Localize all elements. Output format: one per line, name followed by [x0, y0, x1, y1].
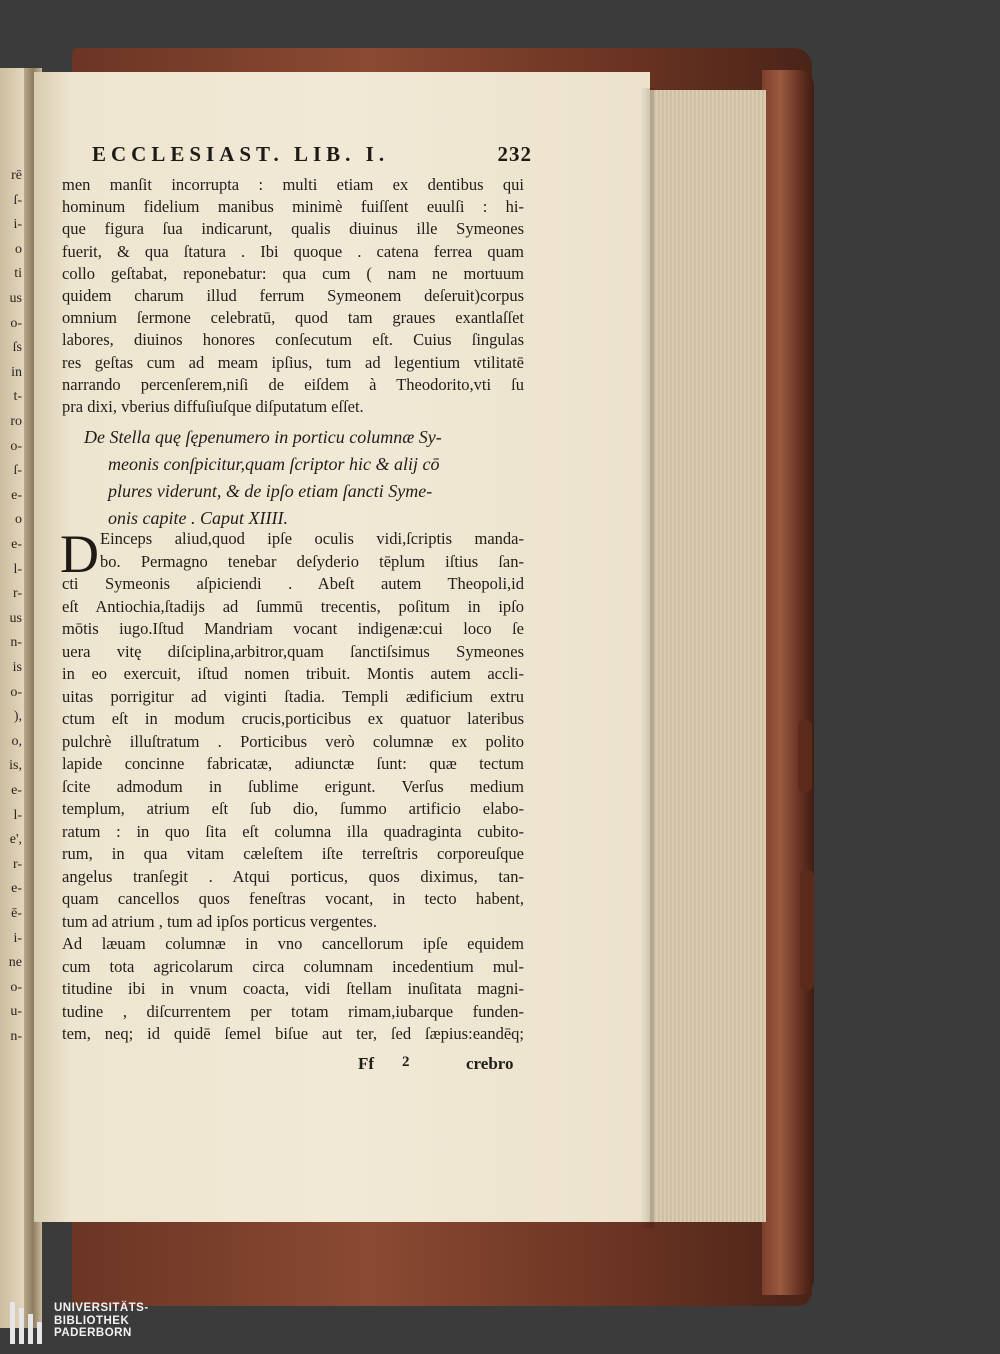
text-line: in eo exercuit, iſtud nomen tribuit. Montis autem accli- — [62, 664, 524, 683]
left-page-fragment: i- — [13, 930, 22, 946]
left-page-fragment: is — [12, 660, 22, 675]
text-line: titudine ibi in vnum coacta, vidi ſtellam inuſitata magni- — [62, 979, 524, 998]
page-edge-shadow — [640, 88, 654, 1228]
left-page-fragment: us — [9, 291, 22, 306]
text-line: cum tota agricolarum circa columnam incedentium mul- — [62, 956, 524, 976]
text-line: onis capite . Caput XIIII. — [108, 508, 288, 528]
text-line: men manſit incorrupta : multi etiam ex dentibus qui — [62, 175, 524, 194]
text-line: meonis conſpicitur,quam ſcriptor hic & alij cō — [108, 454, 440, 474]
text-line: quam cancellos quos feneſtras vocant, in tecto habent, — [62, 889, 524, 908]
left-page-fragment: ro — [10, 414, 22, 429]
text-line: templum, atrium eſt ſub dio, ſummo artificio elabo- — [62, 799, 524, 818]
text-line: pulchrè illuſtratum . Porticibus verò columnæ ex polito — [62, 731, 524, 751]
catchword: crebro — [466, 1054, 514, 1073]
left-page-fragment: in — [11, 364, 22, 380]
left-page-fragment: o, — [11, 733, 22, 749]
text-line: Ad læuam columnæ in vno cancellorum ipſe equidem — [62, 934, 524, 953]
text-line: collo geſtabat, reponebatur: qua cum ( nam ne mortuum — [62, 263, 524, 283]
left-page-fragment: n- — [10, 1029, 22, 1044]
left-page-fragment: n- — [10, 635, 22, 651]
leather-tab-upper — [798, 720, 812, 792]
library-name-line-1: UNIVERSITÄTS- — [54, 1302, 149, 1314]
left-page-fragment: ē- — [11, 906, 22, 921]
left-page-fragment: r- — [12, 856, 22, 872]
left-page-fragment: o- — [10, 438, 22, 454]
folio-number: 232 — [497, 142, 532, 166]
library-name-line-3: PADERBORN — [54, 1327, 132, 1339]
left-page-fragment: t- — [13, 389, 22, 405]
text-line: tudine , diſcurrentem per totam rimam,iubarque funden- — [62, 1001, 524, 1021]
left-page-fragment: e- — [11, 881, 22, 897]
text-line: uera vitę diſciplina,arbitror,quam ſanctiſsimus Symeones — [62, 641, 524, 661]
text-line: ſcite admodum in ſublime erigunt. Verſus medium — [62, 776, 524, 796]
text-line: tem, neq; id quidē ſemel biſue aut ter, ſed ſæpius:eandēq; — [62, 1024, 524, 1043]
library-name — [54, 1302, 149, 1340]
left-page-fragment: ſ- — [13, 192, 22, 208]
left-page-fragment: ſ- — [13, 463, 22, 479]
text-line: ctum eſt in modum crucis,porticibus ex quatuor lateribus — [62, 709, 524, 728]
cover-fore-edge — [762, 70, 814, 1295]
left-page-fragment: e- — [11, 487, 22, 503]
text-line: omnium ſermone celebratū, quod tam graues exantlaſſet — [62, 308, 524, 328]
left-page-fragment: o- — [10, 979, 22, 995]
left-page-fragment: r- — [12, 586, 22, 602]
text-line: bo. Permagno tenebar deſyderio tēplum iſtius ſan- — [100, 551, 524, 571]
left-page-fragment: ), — [13, 709, 22, 725]
text-line: uitas porrigitur ad viginti ſtadia. Templi ædificium extru — [62, 686, 524, 706]
text-line: rum, in qua vitam cæleſtem iſte terreſtris corporeuſque — [62, 844, 524, 863]
library-logo-icon — [10, 1302, 50, 1344]
running-head — [92, 142, 532, 167]
left-page-fragment: ti — [14, 266, 22, 282]
text-line: cti Symeonis aſpiciendi . Abeſt autem Theopoli,id — [62, 574, 524, 593]
left-page-fragment: rē — [11, 168, 22, 183]
left-page-fragment: i- — [13, 217, 22, 233]
left-page-fragment: ne — [8, 955, 22, 971]
text-line: mōtis iugo.Iſtud Mandriam vocant indigenæ:cui loco ſe — [62, 619, 524, 638]
text-line: tum ad atrium , tum ad ipſos porticus vergentes. — [62, 911, 377, 931]
library-name-line-2: BIBLIOTHEK — [54, 1314, 130, 1327]
signature-mark: Ff — [358, 1054, 375, 1073]
left-page-fragment: us — [9, 610, 22, 626]
text-line: fuerit, & qua ſtatura . Ibi quoque . catena ferrea quam — [62, 241, 524, 261]
left-page-fragment: o- — [10, 315, 22, 331]
left-page-fragment: u- — [10, 1004, 22, 1020]
text-line: quidem charum illud ferrum Symeonem deſeruit)corpus — [62, 286, 524, 305]
text-line: labores, diuinos honores conſecutum eſt. Cuius ſingulas — [62, 330, 524, 350]
page-block-edge — [648, 90, 766, 1222]
left-page-fragment: e- — [11, 783, 22, 798]
text-line: hominum fidelium manibus minimè fuiſſent euulſi : hi- — [62, 197, 524, 217]
left-page-fragment: o — [15, 241, 22, 257]
text-line: eſt Antiochia,ſtadijs ad ſummū trecentis, poſitum in ipſo — [62, 596, 524, 616]
text-line: De Stella quę ſępenumero in porticu columnæ Sy- — [84, 427, 442, 447]
left-page-fragment: e', — [9, 832, 22, 848]
left-page-fragment: l- — [13, 807, 22, 823]
leather-tab-lower — [800, 870, 814, 990]
text-line: Einceps aliud,quod ipſe oculis vidi,ſcriptis manda- — [100, 529, 524, 548]
text-line: plures viderunt, & de ipſo etiam ſancti Syme- — [108, 481, 433, 501]
left-page-fragment: ſs — [12, 340, 22, 356]
left-page-fragment: is, — [9, 758, 22, 774]
left-page-fragment: e- — [11, 537, 22, 552]
left-page-fragment: o- — [10, 684, 22, 700]
drop-cap: D — [60, 524, 99, 584]
left-page-fragment: o — [15, 512, 22, 528]
signature-number: 2 — [402, 1054, 410, 1070]
text-line: angelus tranſegit . Atqui porticus, quos diximus, tan- — [62, 866, 524, 886]
text-line: ratum : in quo ſita eſt columna illa quadraginta cubito- — [62, 821, 524, 841]
text-line: lapide concinne fabricatæ, adiunctæ ſunt: quæ tectum — [62, 754, 524, 773]
text-line: narrando percenſerem,niſi de eiſdem à Theodorito,vti ſu — [62, 374, 524, 394]
text-line: pra dixi, vberius diffuſiuſque diſputatum eſſet. — [62, 397, 364, 416]
text-line: que figura ſua indicarunt, qualis diuinus ille Symeones — [62, 219, 524, 239]
text-line: res geſtas cum ad meam ipſius, tum ad legentium vtilitatē — [62, 352, 524, 372]
left-page-fragment: l- — [13, 561, 22, 577]
running-title: ECCLESIAST. LIB. I. — [92, 142, 390, 166]
